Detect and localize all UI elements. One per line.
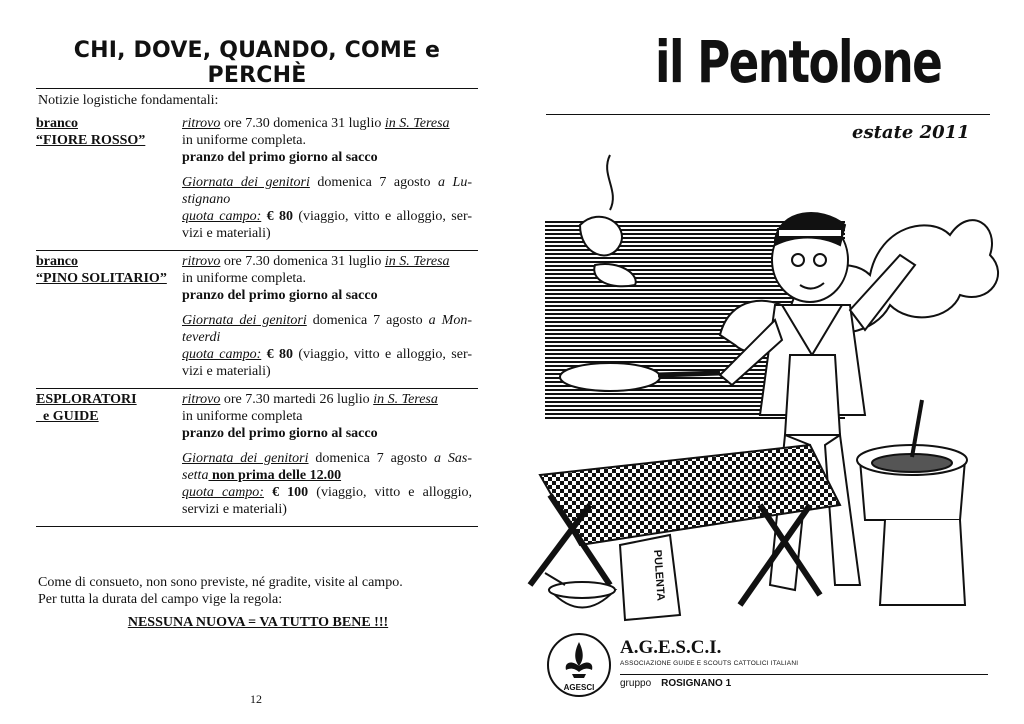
left-page <box>36 30 478 527</box>
group-info <box>182 115 472 242</box>
ritrovo-line <box>182 391 472 408</box>
genitori-label: Giornata dei genitori <box>182 175 310 190</box>
page-number: 12 <box>250 692 262 706</box>
genitori-line <box>182 450 472 484</box>
ritrovo-text: ore 7.30 domenica 31 luglio <box>220 116 385 131</box>
uniform-text: in uniforme completa. <box>182 271 307 286</box>
closing-line1: Come di consueto, non sono previste, né gradite, visite al campo. <box>38 575 403 590</box>
ritrovo-line <box>182 115 472 132</box>
quota-text: (viaggio, vitto e alloggio, servizi e materiali) <box>182 485 473 517</box>
genitori-text: domenica 7 agosto <box>306 313 429 328</box>
group-name-line2: “FIORE ROSSO” <box>36 133 146 148</box>
quota-text: (viaggio, vitto e alloggio, ser-vizi e materiali) <box>182 209 472 241</box>
genitori-place: a Lu-stignano <box>182 175 472 207</box>
quota-line <box>182 346 472 380</box>
quota-text: (viaggio, vitto e alloggio, ser-vizi e materiali) <box>182 347 472 379</box>
genitori-line <box>182 312 472 346</box>
cover-illustration <box>520 145 1010 625</box>
genitori-text: domenica 7 agosto <box>308 451 434 466</box>
steam-line <box>607 155 613 210</box>
page-heading: CHI, DOVE, QUANDO, COME e PERCHÈ <box>73 38 441 88</box>
group-name <box>36 391 182 518</box>
quota-label: quota campo: <box>182 485 264 500</box>
bag-label: PULENTA <box>651 549 667 602</box>
group-info <box>182 253 472 380</box>
group-name-line2: e GUIDE <box>36 409 99 424</box>
uniform-text: in uniforme completa. <box>182 133 307 148</box>
org-name: A.G.E.S.C.I. <box>620 637 722 658</box>
title-rule <box>546 114 990 115</box>
ritrovo-label: ritrovo <box>182 392 221 407</box>
group-fiore-rosso <box>36 113 478 250</box>
polenta-bag <box>620 535 680 620</box>
quota-line <box>182 484 472 518</box>
ritrovo-place: in S. Teresa <box>384 116 450 131</box>
genitori-label: Giornata dei genitori <box>182 451 309 466</box>
quota-amount: € 80 <box>261 209 293 224</box>
lunch-text: pranzo del primo giorno al sacco <box>182 426 378 441</box>
group-name-line1: branco <box>36 254 78 269</box>
ritrovo-place: in S. Teresa <box>384 254 450 269</box>
ritrovo-place: in S. Teresa <box>373 392 438 407</box>
edition-label: estate 2011 <box>852 122 970 143</box>
group-name-line2: “PINO SOLITARIO” <box>36 271 167 286</box>
emblem-text: AGESCI <box>563 683 595 692</box>
group-info <box>182 391 472 518</box>
group-esploratori <box>36 389 478 526</box>
quota-label: quota campo: <box>182 347 262 362</box>
motto: NESSUNA NUOVA = VA TUTTO BENE !!! <box>127 615 389 630</box>
group-name <box>36 115 182 242</box>
group-name <box>36 253 182 380</box>
group-divider <box>36 526 478 527</box>
quota-amount: € 80 <box>261 347 293 362</box>
group-label: gruppo <box>620 678 652 689</box>
intro-text: Notizie logistiche fondamentali: <box>38 93 219 108</box>
genitori-extra: non prima delle 12.00 <box>208 468 342 483</box>
ritrovo-text: ore 7.30 martedi 26 luglio <box>220 392 374 407</box>
ritrovo-label: ritrovo <box>182 116 221 131</box>
group-name: ROSIGNANO 1 <box>661 678 732 689</box>
quota-label: quota campo: <box>182 209 262 224</box>
agesci-emblem <box>546 632 612 698</box>
closing-notes <box>38 574 478 631</box>
lunch-text: pranzo del primo giorno al sacco <box>182 288 378 303</box>
newsletter-title: il Pentolone <box>655 28 942 96</box>
heading-rule <box>36 88 478 89</box>
group-pino-solitario <box>36 251 478 388</box>
genitori-label: Giornata dei genitori <box>182 313 307 328</box>
genitori-place: a Mon-teverdi <box>182 313 472 345</box>
ritrovo-line <box>182 253 472 270</box>
ritrovo-text: ore 7.30 domenica 31 luglio <box>220 254 385 269</box>
group-name-line1: ESPLORATORI <box>36 392 137 407</box>
genitori-line <box>182 174 472 208</box>
org-full-name: ASSOCIAZIONE GUIDE E SCOUTS CATTOLICI ITALIANI <box>620 660 799 667</box>
genitori-text: domenica 7 agosto <box>309 175 438 190</box>
closing-line2: Per tutta la durata del campo vige la regola: <box>38 592 283 607</box>
genitori-place: a Sas-setta <box>182 451 472 483</box>
quota-line <box>182 208 472 242</box>
ritrovo-label: ritrovo <box>182 254 221 269</box>
group-footer <box>620 678 731 689</box>
uniform-text: in uniforme completa <box>182 409 303 424</box>
cooking-pot <box>857 400 967 605</box>
group-name-line1: branco <box>36 116 78 131</box>
lunch-text: pranzo del primo giorno al sacco <box>182 150 378 165</box>
org-rule <box>620 674 988 675</box>
quota-amount: € 100 <box>263 485 309 500</box>
